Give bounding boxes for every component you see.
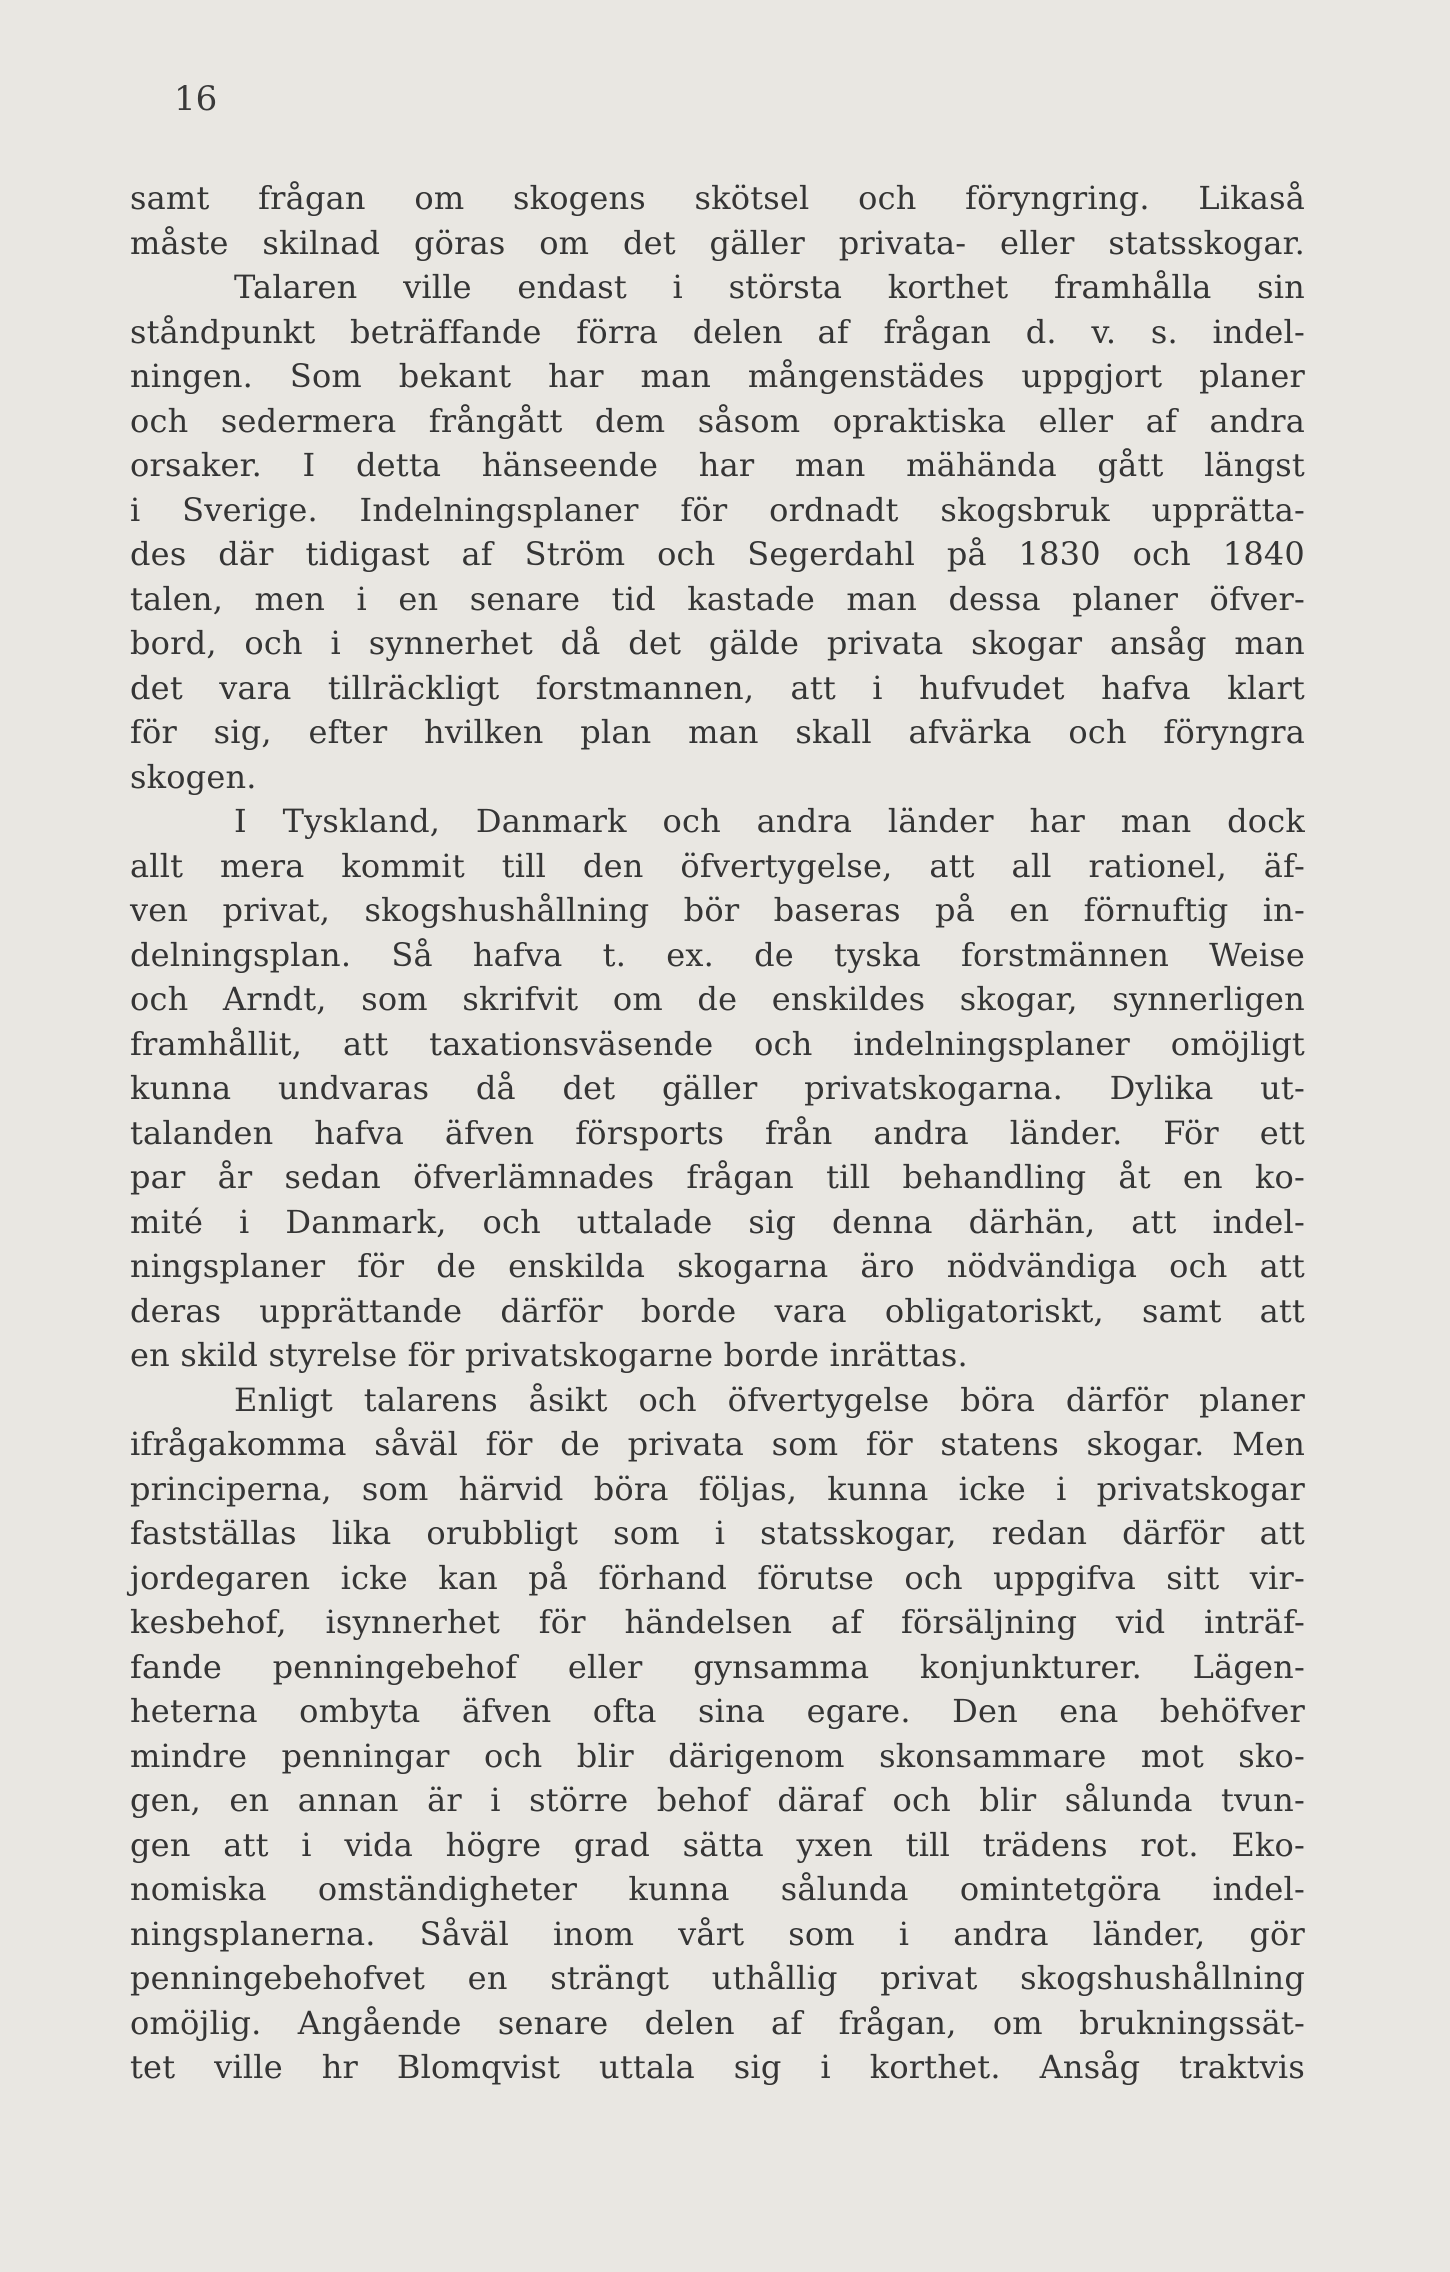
text-line: par år sedan öfverlämnades frågan till behandling åt en ko-: [130, 1158, 1305, 1196]
text-line: des där tidigast af Ström och Segerdahl på 1830 och 1840: [130, 535, 1305, 573]
text-line: skogen.: [130, 757, 257, 796]
text-line: orsaker. I detta hänseende har man mähända gått längst: [130, 446, 1305, 484]
text-line: allt mera kommit till den öfvertygelse, att all rationel, äf-: [130, 846, 1305, 885]
text-line: i Sverige. Indelningsplaner för ordnadt skogsbruk upprätta-: [130, 490, 1305, 529]
text-line: delningsplan. Så hafva t. ex. de tyska forstmännen Weise: [130, 935, 1305, 974]
text-line: deras upprättande därför borde vara obligatoriskt, samt att: [130, 1291, 1305, 1330]
page-number: 16: [174, 79, 218, 119]
text-line: framhållit, att taxationsväsende och indelningsplaner omöjligt: [130, 1024, 1305, 1063]
text-line: ningen. Som bekant har man mångenstädes uppgjort planer: [130, 357, 1305, 395]
text-line: en skild styrelse för privatskogarne borde inrättas.: [130, 1336, 968, 1374]
text-line: mindre penningar och blir därigenom skonsammare mot sko-: [130, 1736, 1305, 1775]
text-line: nomiska omständigheter kunna sålunda omintetgöra indel-: [130, 1870, 1305, 1908]
text-line: ifrågakomma såväl för de privata som för statens skogar. Men: [130, 1425, 1305, 1463]
text-line: samt frågan om skogens skötsel och föryngring. Likaså: [130, 179, 1305, 217]
text-line: kunna undvaras då det gäller privatskogarna. Dylika ut-: [130, 1069, 1305, 1107]
text-line: talen, men i en senare tid kastade man dessa planer öfver-: [130, 579, 1305, 618]
text-line: och Arndt, som skrifvit om de enskildes skogar, synnerligen: [130, 980, 1305, 1018]
text-line: fande penningebehof eller gynsamma konjunkturer. Lägen-: [130, 1647, 1305, 1686]
text-line: talanden hafva äfven försports från andra länder. För ett: [130, 1113, 1305, 1152]
text-line: ningsplanerna. Såväl inom vårt som i andra länder, gör: [130, 1914, 1305, 1953]
body-text: [130, 176, 1305, 2090]
text-line: måste skilnad göras om det gäller privata- eller statsskogar.: [130, 223, 1305, 262]
text-line: gen, en annan är i större behof däraf och blir sålunda tvun-: [130, 1781, 1305, 1819]
text-line: penningebehofvet en strängt uthållig privat skogshushållning: [130, 1959, 1305, 1997]
text-line: jordegaren icke kan på förhand förutse och uppgifva sitt vir-: [130, 1558, 1305, 1597]
text-line: heterna ombyta äfven ofta sina egare. Den ena behöfver: [130, 1692, 1305, 1730]
text-line: och sedermera frångått dem såsom opraktiska eller af andra: [130, 401, 1305, 440]
text-line: för sig, efter hvilken plan man skall afvärka och föryngra: [130, 713, 1305, 751]
text-line: omöjlig. Angående senare delen af frågan, om brukningssät-: [130, 2003, 1305, 2042]
text-line: mité i Danmark, och uttalade sig denna därhän, att indel-: [130, 1202, 1305, 1241]
text-line: Enligt talarens åsikt och öfvertygelse böra därför planer: [234, 1380, 1305, 1419]
text-line: ningsplaner för de enskilda skogarna äro nödvändiga och att: [130, 1247, 1305, 1285]
text-line: ståndpunkt beträffande förra delen af frågan d. v. s. indel-: [130, 312, 1305, 351]
text-line: bord, och i synnerhet då det gälde privata skogar ansåg man: [130, 624, 1305, 662]
text-line: tet ville hr Blomqvist uttala sig i korthet. Ansåg traktvis: [130, 2048, 1305, 2086]
text-line: kesbehof, isynnerhet för händelsen af försäljning vid inträf-: [130, 1603, 1305, 1641]
text-line: I Tyskland, Danmark och andra länder har man dock: [234, 802, 1305, 840]
text-line: det vara tillräckligt forstmannen, att i hufvudet hafva klart: [130, 668, 1305, 707]
text-line: principerna, som härvid böra följas, kunna icke i privatskogar: [130, 1469, 1305, 1508]
text-line: gen att i vida högre grad sätta yxen till trädens rot. Eko-: [130, 1825, 1305, 1864]
text-line: Talaren ville endast i största korthet framhålla sin: [234, 268, 1305, 306]
text-line: fastställas lika orubbligt som i statsskogar, redan därför att: [130, 1514, 1305, 1552]
text-line: ven privat, skogshushållning bör baseras på en förnuftig in-: [130, 891, 1305, 929]
